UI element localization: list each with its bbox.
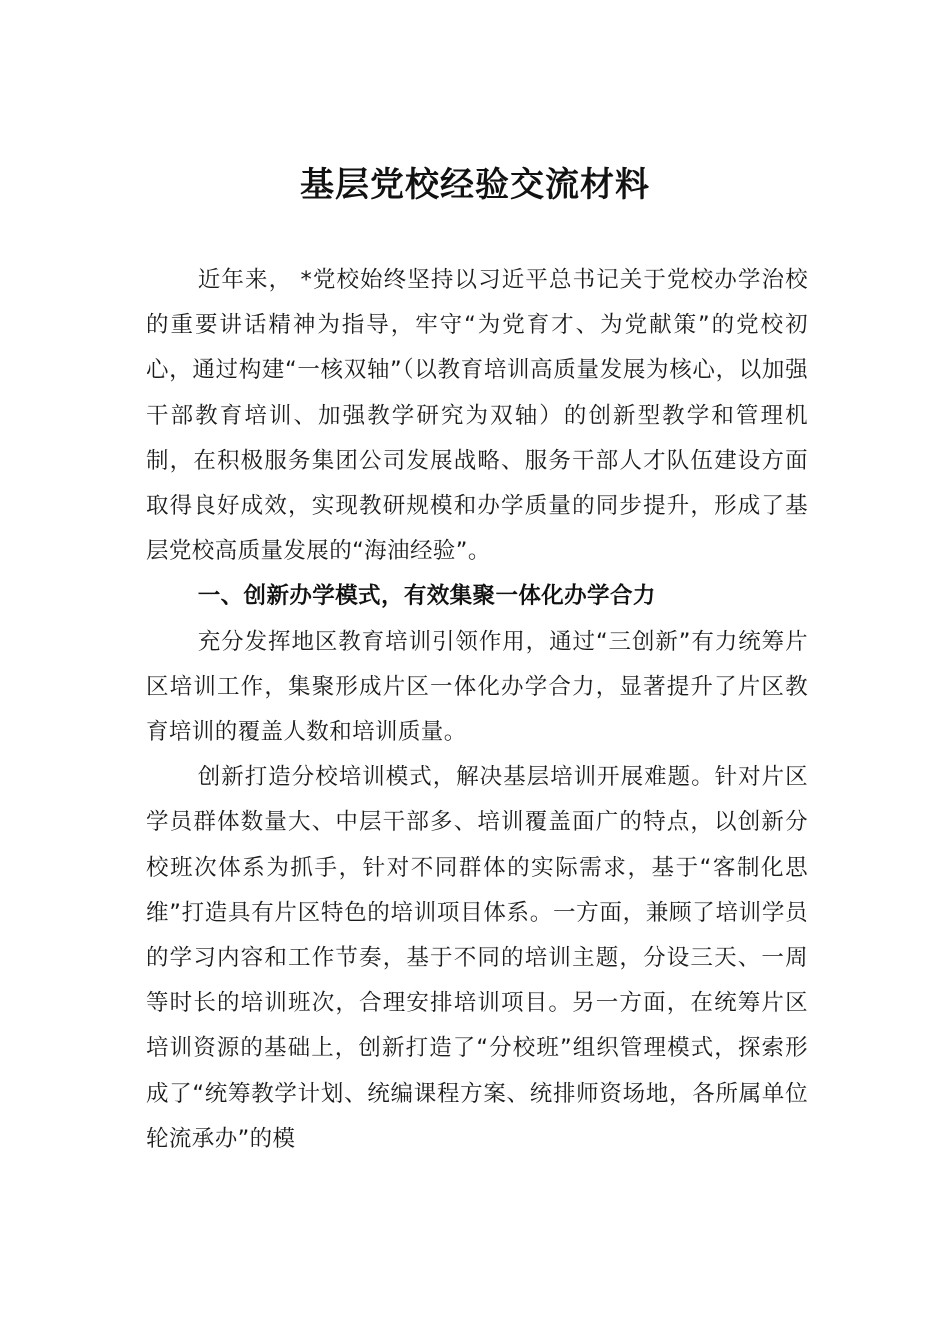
section-paragraph-2: 创新打造分校培训模式，解决基层培训开展难题。针对片区学员群体数量大、中层干部多、培训覆盖面广的特点，以创新分校班次体系为抓手，针对不同群体的实际需求，基于“客制化思维”打造具有片区特色的培训项目体系。一方面，兼顾了培训学员的学习内容和工作节奏，基于不同的培训主题，分设三天、一周等时长的培训班次，合理安排培训项目。另一方面，在统筹片区培训资源的基础上，创新打造了“分校班”组织管理模式，探索形成了“统筹教学计划、统编课程方案、统排师资场地，各所属单位轮流承办”的模 (146, 764, 808, 1152)
document-title: 基层党校经验交流材料 (300, 165, 650, 205)
section-heading: 一、创新办学模式，有效集聚一体化办学合力 (197, 583, 656, 610)
intro-paragraph: 近年来， *党校始终坚持以习近平总书记关于党校办学治校的重要讲话精神为指导，牢守“为党育才、为党献策”的党校初心，通过构建“一核双轴”（以教育培训高质量发展为核心，以加强干部教育培训、加强教学研究为双轴）的创新型教学和管理机制，在积极服务集团公司发展战略、服务干部人才队伍建设方面取得良好成效，实现教研规模和办学质量的同步提升，形成了基层党校高质量发展的“海油经验”。 (146, 267, 808, 565)
section-paragraph-1: 充分发挥地区教育培训引领作用，通过“三创新”有力统筹片区培训工作，集聚形成片区一体化办学合力，显著提升了片区教育培训的覆盖人数和培训质量。 (146, 628, 808, 746)
document-body (146, 258, 808, 1162)
